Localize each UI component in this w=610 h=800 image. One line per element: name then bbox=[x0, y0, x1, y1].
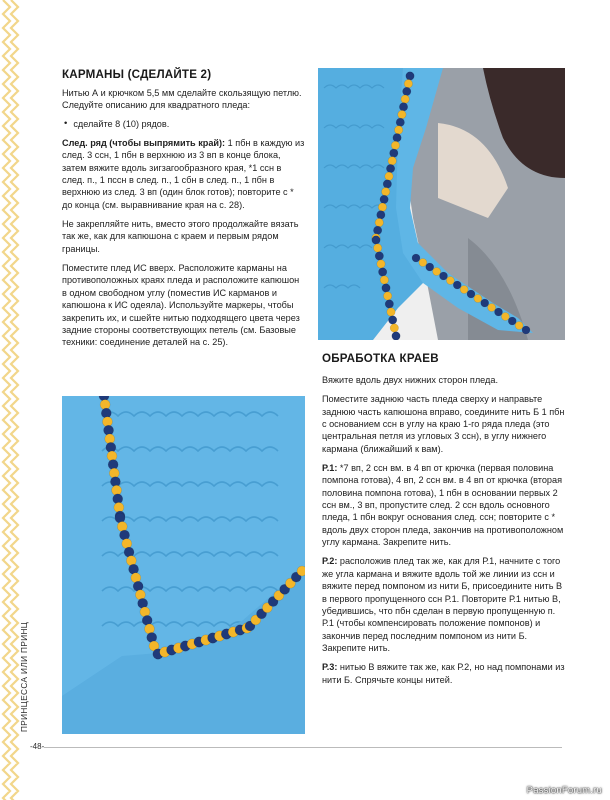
edging-para-2: Поместите заднюю часть пледа сверху и направьте заднюю часть капюшона вправо, соедините нить Б 1 пбн с основанием ссн в углу на краю 1-го ряда пледа (это центральная петля из угловых 3 ссн), в углу нижнего кармана (ближайший к вам). bbox=[322, 394, 565, 454]
pompom bbox=[481, 299, 489, 307]
pompom bbox=[391, 141, 399, 149]
pompom bbox=[390, 149, 398, 157]
pompom bbox=[474, 295, 482, 303]
pompom bbox=[373, 244, 381, 252]
pompom bbox=[419, 259, 427, 267]
pompom bbox=[488, 304, 496, 312]
row-2-label: Р.2: bbox=[322, 556, 338, 567]
next-row-instruction bbox=[62, 137, 305, 211]
pompom bbox=[460, 286, 468, 294]
pompom bbox=[373, 226, 381, 234]
row-2-text: расположив плед так же, как для Р.1, начните с того же угла кармана и вяжите вдоль той же линии из ссн и вяжите перед помпоном из нити Б, присоедините нить В в первого пропущенного ссн Р.1. Повторите Р.1 нитью В, убедившись, что пбн сделан в первую пропущенную п. Р.1 (чтобы компенсировать положение помпонов) и закончив перед последним помпоном из нити Б. Закрепите нить. bbox=[322, 556, 563, 653]
pockets-para-3: Поместите плед ИС вверх. Расположите карманы на противоположных краях пледа и расположите капюшон в одном свободном углу (поместив ИС карманов и капюшона к ИС одеяла). Используйте маркеры, чтобы закрепить их, и сшейте нитью подходящего цвета через задние стороны соответствующих петель (см. Базовые техники: соединение деталей на с. 25). bbox=[62, 263, 300, 348]
pompom bbox=[495, 308, 503, 316]
pockets-bullet-text: сделайте 8 (10) рядов. bbox=[73, 118, 170, 129]
pompom bbox=[378, 203, 386, 211]
pompom bbox=[382, 284, 390, 292]
pompom bbox=[412, 254, 420, 262]
pockets-intro: Нитью А и крючком 5,5 мм сделайте скользящую петлю. Следуйте описанию для квадратного пледа: bbox=[62, 88, 302, 111]
row-1-label: Р.1: bbox=[322, 463, 338, 474]
pompom bbox=[467, 290, 475, 298]
next-row-text: 1 пбн в каждую из след. 3 ссн, 1 пбн в верхнюю из 3 вп в конце блока, затем вяжите вдоль зигзагообразного края, *1 ссн в след. п., 1 пссн в след. п., 1 сбн в след. п., 1 пбн в верхнюю из след. 3 вп (один блок готов); повторите с * до конца (см. выравнивание края на с. 28). bbox=[62, 138, 305, 210]
pompom bbox=[385, 172, 393, 180]
edging-para-1: Вяжите вдоль двух нижних сторон пледа. bbox=[322, 375, 498, 385]
pockets-heading: КАРМАНЫ (СДЕЛАЙТЕ 2) bbox=[62, 68, 212, 81]
row-1-instruction bbox=[322, 462, 565, 548]
pockets-bullet bbox=[62, 118, 305, 130]
pompom bbox=[387, 308, 395, 316]
left-column bbox=[62, 68, 305, 349]
right-column bbox=[322, 352, 565, 686]
pompom bbox=[383, 292, 391, 300]
bullet-dot-icon: • bbox=[64, 117, 68, 129]
pompom bbox=[501, 313, 509, 321]
next-row-label: След. ряд (чтобы выпрямить край): bbox=[62, 138, 226, 149]
row-3-label: Р.3: bbox=[322, 662, 338, 673]
pompom bbox=[392, 332, 400, 340]
pompom bbox=[406, 72, 414, 80]
pompom bbox=[426, 263, 434, 271]
hood-photo bbox=[318, 68, 565, 340]
side-chapter-label: ПРИНЦЕССА ИЛИ ПРИНЦ bbox=[20, 621, 29, 732]
footer-rule bbox=[44, 747, 562, 748]
pompom bbox=[515, 322, 523, 330]
pompom bbox=[508, 317, 516, 325]
pompom bbox=[446, 277, 454, 285]
pompom bbox=[388, 316, 396, 324]
pompom bbox=[382, 188, 390, 196]
pompom bbox=[403, 87, 411, 95]
pompom bbox=[377, 211, 385, 219]
row-3-instruction bbox=[322, 661, 565, 686]
page-number: -48- bbox=[30, 742, 45, 751]
pompom bbox=[372, 236, 380, 244]
pompom bbox=[401, 95, 409, 103]
pompom bbox=[393, 134, 401, 142]
pompom bbox=[375, 218, 383, 226]
pompom bbox=[388, 157, 396, 165]
pocket-photo bbox=[62, 396, 305, 734]
pompom bbox=[380, 276, 388, 284]
pompom bbox=[383, 180, 391, 188]
pompom bbox=[390, 324, 398, 332]
pockets-para-2: Не закрепляйте нить, вместо этого продолжайте вязать так же, как для капюшона с краем и первым рядом границы. bbox=[62, 219, 299, 254]
pompom bbox=[375, 252, 383, 260]
pompom bbox=[377, 260, 385, 268]
pompom bbox=[378, 268, 386, 276]
pompom bbox=[380, 195, 388, 203]
pompom bbox=[398, 110, 406, 118]
pompom bbox=[399, 103, 407, 111]
row-3-text: нитью В вяжите так же, как Р.2, но над помпонами из нити Б. Спрячьте концы нитей. bbox=[322, 662, 565, 685]
pompom bbox=[394, 126, 402, 134]
row-2-instruction bbox=[322, 555, 565, 654]
edging-heading: ОБРАБОТКА КРАЕВ bbox=[322, 352, 439, 365]
pompom bbox=[522, 326, 530, 334]
pompom bbox=[453, 281, 461, 289]
pompom bbox=[385, 300, 393, 308]
pompom bbox=[440, 272, 448, 280]
pompom bbox=[396, 118, 404, 126]
row-1-text: *7 вп, 2 ссн вм. в 4 вп от крючка (первая половина помпона готова), 4 вп, 2 ссн вм. в 4 вп от крючка (вторая половина помпона готова), 1 пбн в основании первых 2 ссн вм., 3 вп, пропустите след. 2 ссн вдоль основного пледа, 1 пбн вокруг основания след. ссн; повторите с * вдоль двух сторон пледа, закончив на противоположном углу кармана. Закрепите нить. bbox=[322, 463, 564, 548]
pompom bbox=[297, 566, 305, 576]
pompom bbox=[433, 268, 441, 276]
pompom bbox=[404, 80, 412, 88]
watermark: PassionForum.ru bbox=[526, 785, 602, 796]
pompom bbox=[386, 164, 394, 172]
